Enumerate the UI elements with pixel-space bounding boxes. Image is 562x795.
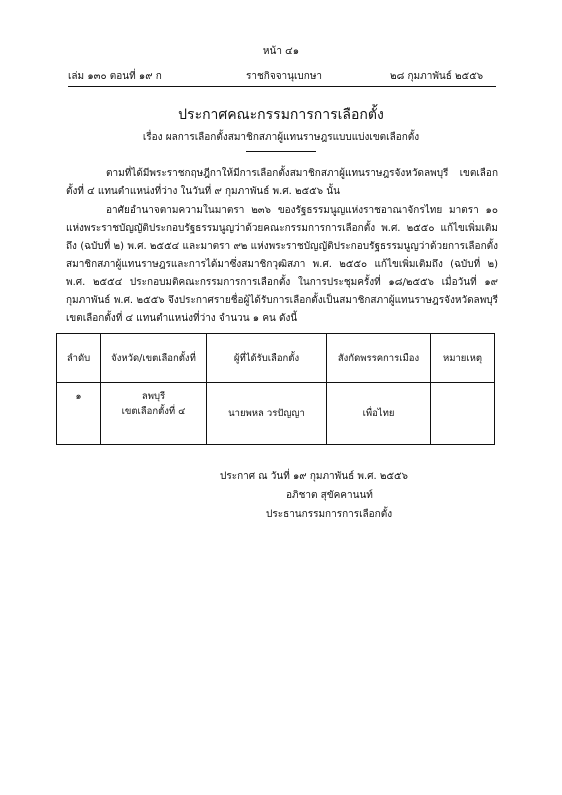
table-row xyxy=(57,383,495,445)
signatory-position: ประธานกรรมการการเลือกตั้ง xyxy=(266,509,393,520)
col-header-elected: ผู้ที่ได้รับเลือกตั้ง xyxy=(207,334,327,383)
district-number: เขตเลือกตั้งที่ ๔ xyxy=(121,406,186,417)
cell-remark xyxy=(431,383,495,445)
col-header-province: จังหวัด/เขตเลือกตั้งที่ xyxy=(101,334,207,383)
paragraph-intro: ตามที่ได้มีพระราชกฤษฎีกาให้มีการเลือกตั้งสมาชิกสภาผู้แทนราษฎรจังหวัดลพบุรี เขตเลือกตั้งที่ ๔ แทนตำแหน่งที่ว่าง ในวันที่ ๙ กุมภาพันธ์ พ.ศ. ๒๕๕๖ นั้น xyxy=(66,168,498,197)
cell-elected: นายพหล วรปัญญา xyxy=(207,383,327,445)
page-number: หน้า ๔๑ xyxy=(262,46,300,57)
cell-province xyxy=(101,383,207,445)
signature-date: ประกาศ ณ วันที่ ๑๙ กุมภาพันธ์ พ.ศ. ๒๕๕๖ xyxy=(220,471,408,482)
col-header-remark: หมายเหตุ xyxy=(431,334,495,383)
col-header-order: ลำดับ xyxy=(57,334,101,383)
signatory-name: อภิชาต สุขัคคานนท์ xyxy=(286,490,373,501)
table-header-row xyxy=(57,334,495,383)
publication-date: ๒๘ กุมภาพันธ์ ๒๕๕๖ xyxy=(390,71,484,82)
col-header-party: สังกัดพรรคการเมือง xyxy=(327,334,431,383)
announcement-title: ประกาศคณะกรรมการการเลือกตั้ง xyxy=(178,107,384,123)
title-divider xyxy=(246,151,316,152)
cell-order: ๑ xyxy=(57,383,101,445)
paragraph-legal-basis: อาศัยอำนาจตามความในมาตรา ๒๓๖ ของรัฐธรรมนูญแห่งราชอาณาจักรไทย มาตรา ๑๐ แห่งพระราชบัญญัติประกอบรัฐธรรมนูญว่าด้วยคณะกรรมการการเลือกตั้ง พ.ศ. ๒๕๕๐ แก้ไขเพิ่มเติมถึง (ฉบับที่ ๒) พ.ศ. ๒๕๕๔ และมาตรา ๙๒ แห่งพระราชบัญญัติประกอบรัฐธรรมนูญว่าด้วยการเลือกตั้งสมาชิกสภาผู้แทนราษฎรและการได้มาซึ่งสมาชิกวุฒิสภา พ.ศ. ๒๕๕๐ แก้ไขเพิ่มเติมถึง (ฉบับที่ ๒) พ.ศ. ๒๕๕๔ ประกอบมติคณะกรรมการการเลือกตั้ง ในการประชุมครั้งที่ ๑๘/๒๕๕๖ เมื่อวันที่ ๑๙ กุมภาพันธ์ พ.ศ. ๒๕๕๖ จึงประกาศรายชื่อผู้ได้รับการเลือกตั้งเป็นสมาชิกสภาผู้แทนราษฎรจังหวัดลพบุรี เขตเลือกตั้งที่ ๔ แทนตำแหน่งที่ว่าง จำนวน ๑ คน ดังนี้ xyxy=(66,205,498,324)
header-divider xyxy=(68,86,496,87)
results-table xyxy=(56,333,495,445)
announcement-subject: เรื่อง ผลการเลือกตั้งสมาชิกสภาผู้แทนราษฎรแบบแบ่งเขตเลือกตั้ง xyxy=(142,132,420,143)
cell-party: เพื่อไทย xyxy=(327,383,431,445)
publication-name: ราชกิจจานุเบกษา xyxy=(246,71,323,82)
province-name: ลพบุรี xyxy=(141,391,166,402)
volume-issue: เล่ม ๑๓๐ ตอนที่ ๑๙ ก xyxy=(68,71,162,82)
